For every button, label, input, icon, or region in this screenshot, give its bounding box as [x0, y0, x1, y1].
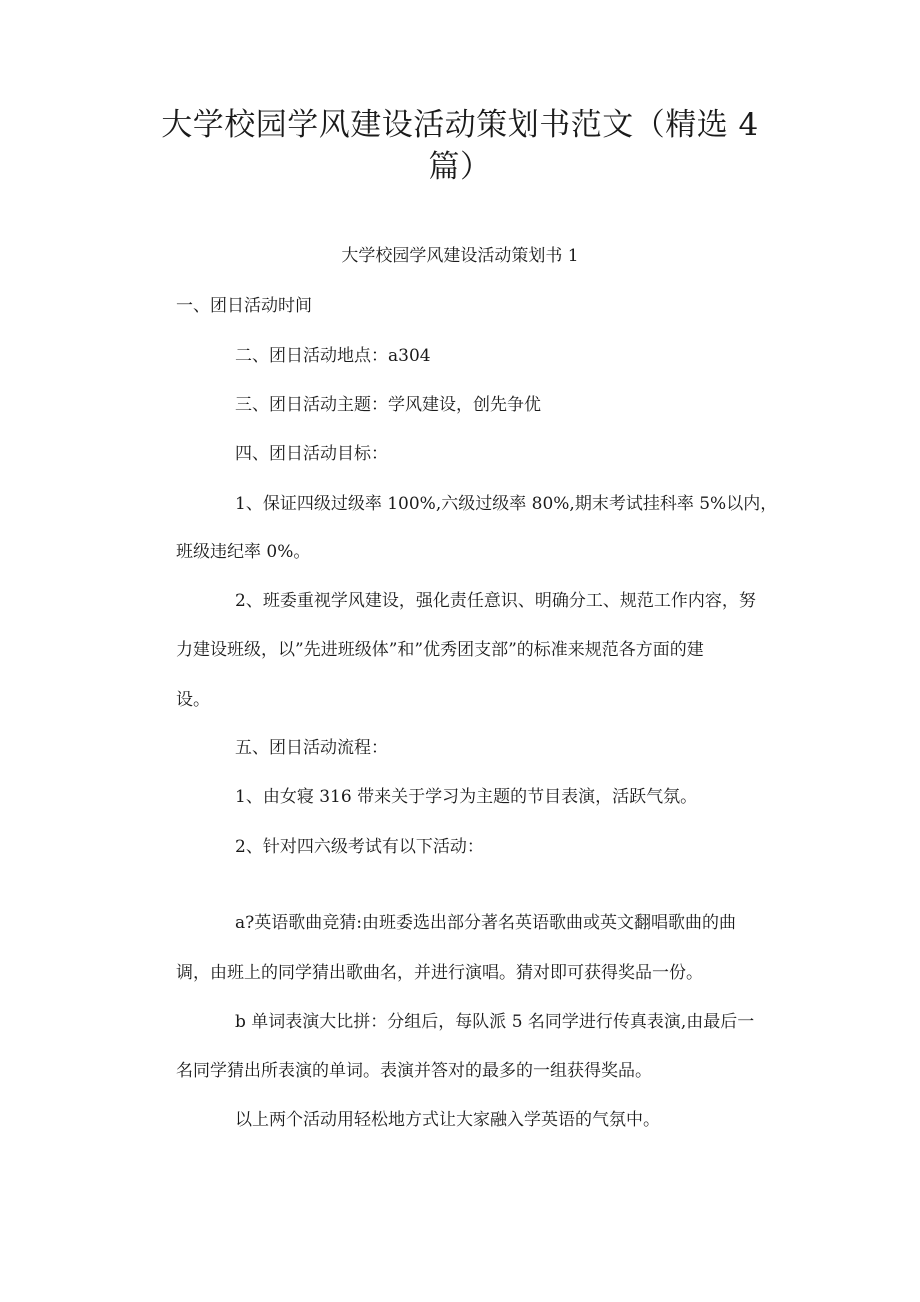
paragraph-line: 三、团日活动主题：学风建设，创先争优	[235, 395, 541, 415]
paragraph-line: 以上两个活动用轻松地方式让大家融入学英语的气氛中。	[235, 1110, 660, 1130]
paragraph-line: 调，由班上的同学猜出歌曲名，并进行演唱。猜对即可获得奖品一份。	[176, 963, 703, 983]
paragraph-line: 名同学猜出所表演的单词。表演并答对的最多的一组获得奖品。	[176, 1061, 652, 1081]
paragraph-line: 设。	[176, 690, 210, 710]
title-line-1: 大学校园学风建设活动策划书范文（精选 4	[161, 107, 759, 143]
paragraph-line: a?英语歌曲竞猜:由班委选出部分著名英语歌曲或英文翻唱歌曲的曲	[235, 913, 736, 933]
paragraph-line: 一、团日活动时间	[176, 296, 312, 316]
title-line-2: 篇）	[428, 149, 492, 185]
paragraph-line: 1、保证四级过级率 100%,六级过级率 80%,期末考试挂科率 5%以内，	[235, 494, 778, 514]
paragraph-line: 2、班委重视学风建设，强化责任意识、明确分工、规范工作内容，努	[235, 591, 756, 611]
paragraph-line: 2、针对四六级考试有以下活动：	[235, 837, 484, 857]
document-title	[150, 104, 770, 188]
paragraph-line: 力建设班级，以”先进班级体”和”优秀团支部”的标准来规范各方面的建	[176, 640, 704, 660]
paragraph-line: 班级违纪率 0%。	[176, 542, 311, 562]
paragraph-line: 四、团日活动目标：	[235, 444, 388, 464]
section-heading: 大学校园学风建设活动策划书 1	[341, 246, 579, 266]
paragraph-line: 五、团日活动流程：	[235, 738, 388, 758]
paragraph-line: 1、由女寝 316 带来关于学习为主题的节目表演，活跃气氛。	[235, 787, 698, 807]
paragraph-line: b 单词表演大比拼：分组后，每队派 5 名同学进行传真表演,由最后一	[235, 1012, 755, 1032]
paragraph-line: 二、团日活动地点：a304	[235, 346, 431, 366]
